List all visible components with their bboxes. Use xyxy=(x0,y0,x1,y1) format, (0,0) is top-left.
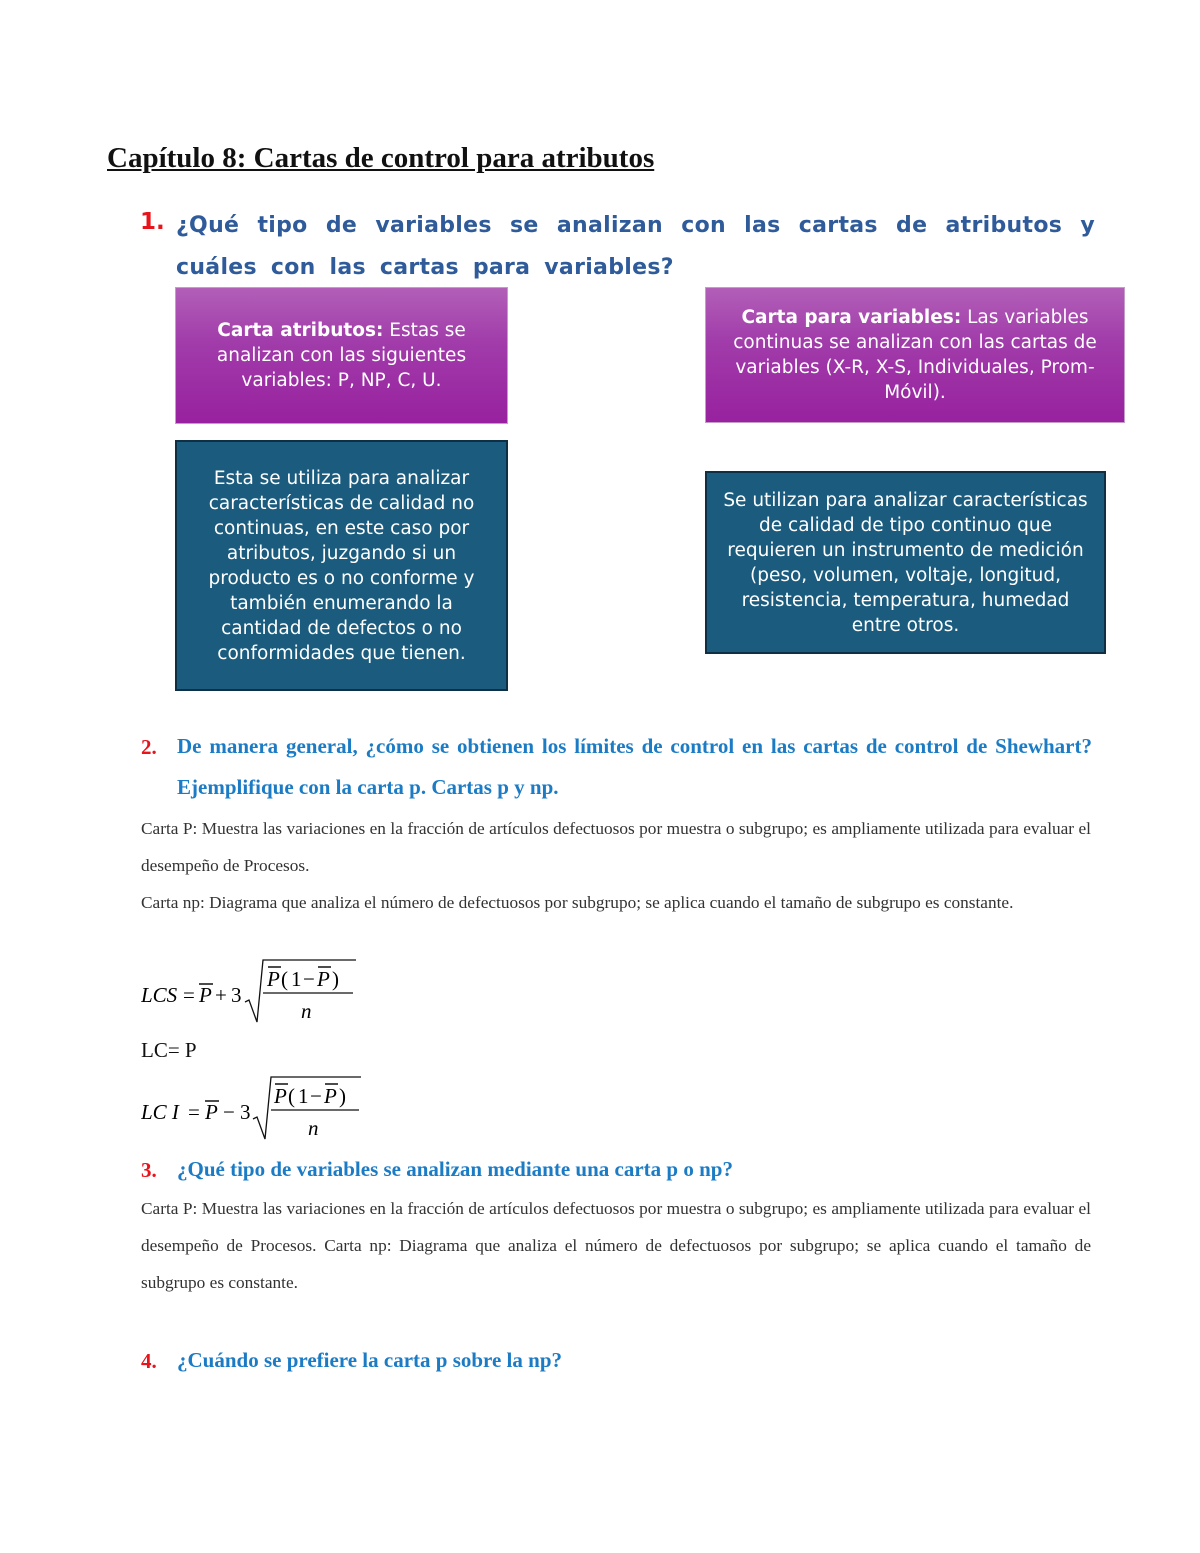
variables-description-text: Se utilizan para analizar características de calidad de tipo continuo que requieren un instrumento de medición (peso, volumen, voltaje, longitud, resistencia, temperatura, humedad entre otros. xyxy=(723,489,1088,636)
formula-lcs-minus: − xyxy=(303,967,315,991)
question-3-paragraph: Carta P: Muestra las variaciones en la fracción de artículos defectuosos por muestra o subgrupo; es ampliamente utilizada para evaluar el desempeño de Procesos. Carta np: Diagrama que analiza el número de defectuosos por subgrupo; se aplica cuando el tamaño de subgrupo es constante. xyxy=(141,1199,1091,1292)
formula-lc: LC= P xyxy=(141,1038,197,1062)
question-3-number: 3. xyxy=(141,1158,157,1182)
svg-text:(: ( xyxy=(281,967,288,991)
formula-lcs-p: P xyxy=(199,983,212,1007)
chapter-title: Capítulo 8: Cartas de control para atributos xyxy=(107,142,655,174)
svg-text:=: = xyxy=(188,1100,200,1124)
formula-lcs-sign: + xyxy=(215,983,227,1007)
formula-lci-one: 1 xyxy=(298,1084,309,1108)
svg-text:(: ( xyxy=(288,1084,295,1108)
question-1 xyxy=(140,205,1095,289)
formula-lcs-one: 1 xyxy=(291,967,302,991)
atributos-description-text: Esta se utiliza para analizar características de calidad no continuas, en este caso por atributos, juzgando si un producto es o no conforme y también enumerando la cantidad de defectos o no conformidades que tienen. xyxy=(208,467,475,664)
question-1-number: 1. xyxy=(140,209,165,235)
formula-lci-numerator-p: P xyxy=(274,1084,287,1108)
formula-lcs-k: 3 xyxy=(231,983,242,1007)
formula-lci-lhs: LC I xyxy=(141,1100,179,1124)
formula-lcs-numerator-p: P xyxy=(267,967,280,991)
carta-atributos-label: Carta atributos: xyxy=(217,320,384,341)
question-2-paragraph-2: Carta np: Diagrama que analiza el número de defectuosos por subgrupo; se aplica cuando el tamaño de subgrupo es constante. xyxy=(141,893,1014,912)
svg-text:): ) xyxy=(332,967,339,991)
formula-lcs-n: n xyxy=(301,999,312,1023)
formula-lcs-numerator-p2: P xyxy=(317,967,330,991)
formula-lci xyxy=(141,1073,381,1143)
carta-variables-box xyxy=(705,287,1125,423)
question-2-number: 2. xyxy=(141,735,157,759)
question-1-text: ¿Qué tipo de variables se analizan con las cartas de atributos y cuáles con las cartas para variables? xyxy=(176,213,1095,280)
question-3-text: ¿Qué tipo de variables se analizan mediante una carta p o np? xyxy=(177,1157,733,1181)
atributos-description-box xyxy=(175,440,508,691)
formula-lci-sign: − xyxy=(223,1100,235,1124)
question-4-text: ¿Cuándo se prefiere la carta p sobre la np? xyxy=(177,1348,563,1372)
formula-lcs-lhs: LCS xyxy=(141,983,178,1007)
question-4-number: 4. xyxy=(141,1349,157,1373)
formula-lci-minus: − xyxy=(310,1084,322,1108)
formula-lci-numerator-p2: P xyxy=(324,1084,337,1108)
carta-variables-text: Las variables continuas se analizan con las cartas de variables (X-R, X-S, Individuales, Prom-Móvil). xyxy=(733,307,1097,403)
carta-atributos-text: Estas se analizan con las siguientes variables: P, NP, C, U. xyxy=(216,320,467,391)
formula-lci-p: P xyxy=(205,1100,218,1124)
svg-text:=: = xyxy=(183,983,195,1007)
carta-variables-label: Carta para variables: xyxy=(741,307,962,328)
variables-description-box xyxy=(705,471,1106,654)
svg-text:): ) xyxy=(339,1084,346,1108)
formula-lcs xyxy=(141,956,381,1026)
carta-atributos-box xyxy=(175,287,508,424)
formula-lci-n: n xyxy=(308,1116,319,1140)
question-2-paragraph-1: Carta P: Muestra las variaciones en la fracción de artículos defectuosos por muestra o subgrupo; es ampliamente utilizada para evaluar el desempeño de Procesos. xyxy=(141,819,1091,875)
question-2-text: De manera general, ¿cómo se obtienen los límites de control en las cartas de control de Shewhart? Ejemplifique con la carta p. Cartas p y np. xyxy=(177,734,1092,799)
formula-lci-k: 3 xyxy=(240,1100,251,1124)
